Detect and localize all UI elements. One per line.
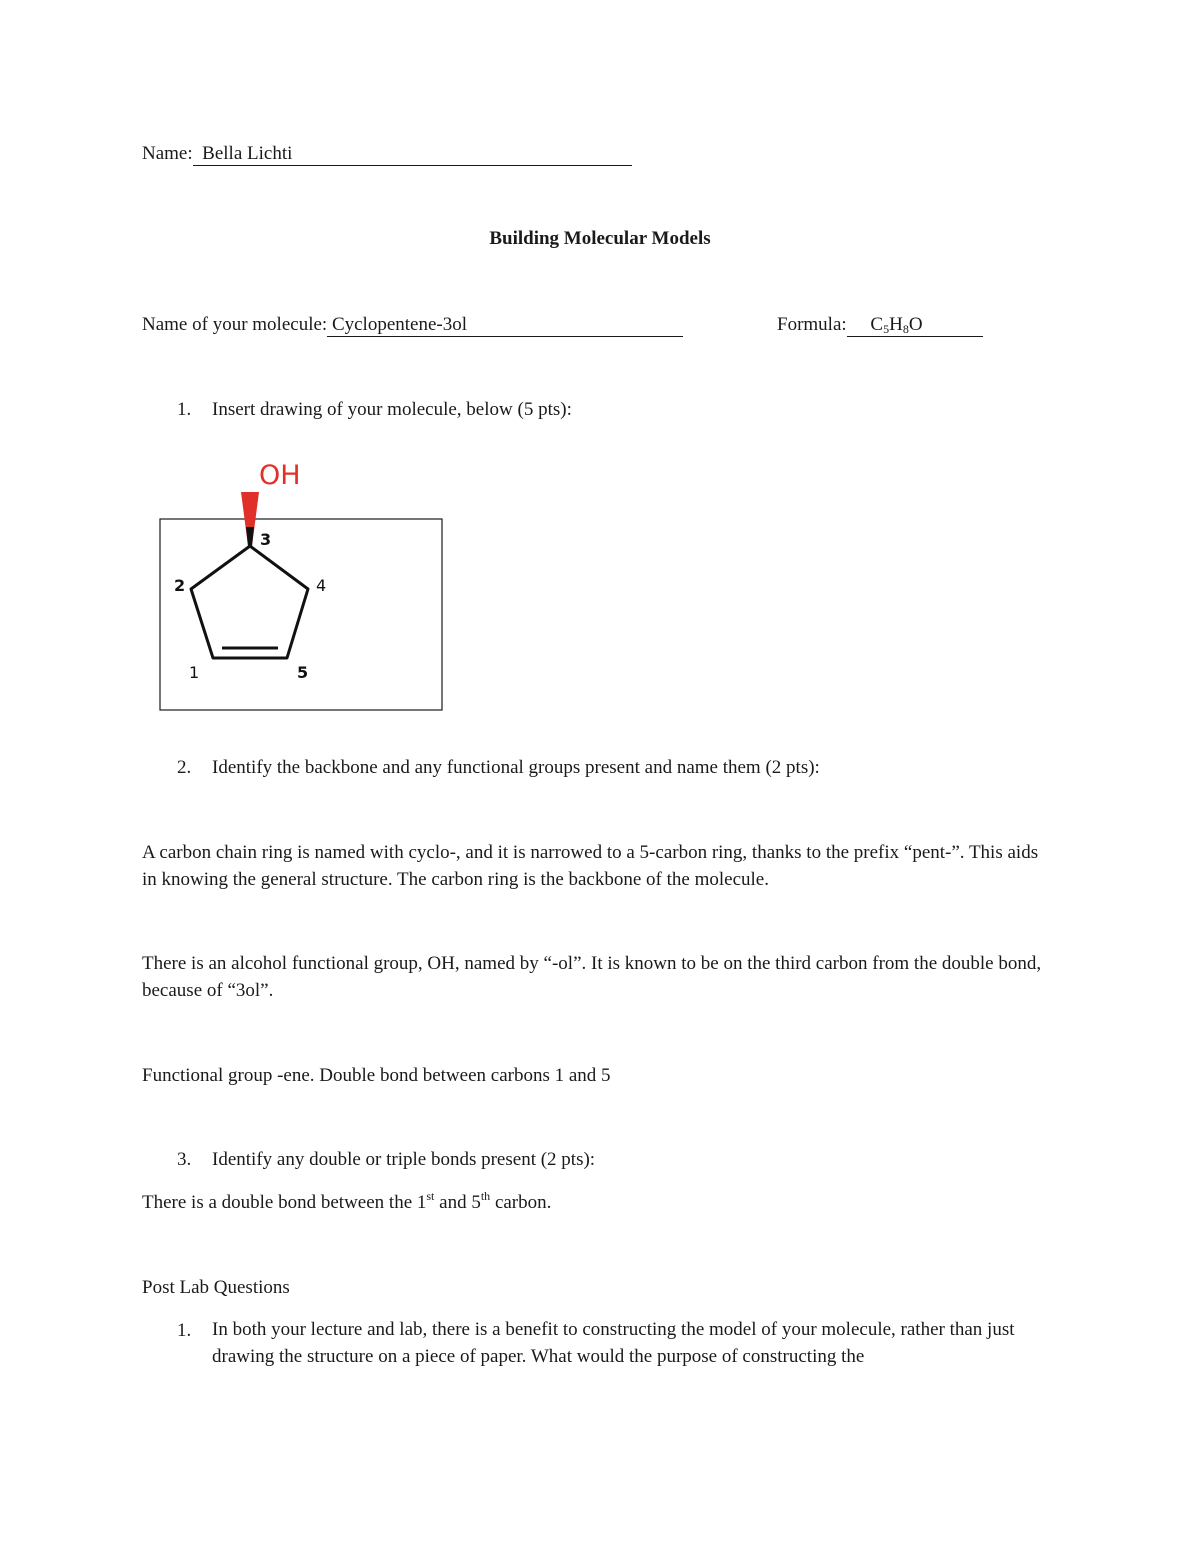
- q1-number: 1.: [177, 399, 192, 420]
- carbon-label-1: 1: [189, 663, 200, 682]
- molecule-name-value: Cyclopentene-3ol: [331, 314, 468, 335]
- name-line: [142, 143, 632, 166]
- q1-text: Insert drawing of your molecule, below (5 pts):: [212, 399, 572, 420]
- formula-line: [777, 314, 983, 337]
- post-lab-q1-number: 1.: [177, 1320, 192, 1341]
- name-value: Bella Lichti: [202, 143, 293, 164]
- molecule-name-label: Name of your molecule:: [142, 314, 328, 335]
- wedge-bond-black: [246, 527, 254, 546]
- carbon-label-3: 3: [260, 530, 272, 549]
- formula-label: Formula:: [777, 314, 847, 335]
- q3-number: 3.: [177, 1149, 192, 1170]
- carbon-label-2: 2: [174, 576, 186, 595]
- answer2-paragraph-3: Functional group -ene. Double bond between carbons 1 and 5: [142, 1065, 611, 1086]
- post-lab-heading: Post Lab Questions: [142, 1277, 290, 1298]
- name-label: Name:: [142, 143, 193, 164]
- oh-label: OH: [259, 460, 301, 491]
- answer2-paragraph-2: There is an alcohol functional group, OH, named by “-ol”. It is known to be on the third carbon from the double bond, because of “3ol”.: [142, 953, 1042, 1001]
- q2-number: 2.: [177, 757, 192, 778]
- post-lab-q1-text: In both your lecture and lab, there is a benefit to constructing the model of your molecule, rather than just drawing the structure on a piece of paper. What would the purpose of constructing the: [212, 1319, 1015, 1367]
- molecule-name-line: [142, 314, 683, 337]
- page-title: Building Molecular Models: [489, 228, 711, 249]
- answer3: There is a double bond between the 1st and 5th carbon.: [142, 1189, 552, 1213]
- formula-value: $C_5H_8O$: [870, 314, 923, 336]
- molecule-name-field[interactable]: [327, 314, 683, 337]
- q2-text: Identify the backbone and any functional groups present and name them (2 pts):: [212, 757, 820, 778]
- molecule-drawing: [150, 455, 450, 717]
- name-field[interactable]: [193, 143, 632, 166]
- q3-text: Identify any double or triple bonds present (2 pts):: [212, 1149, 596, 1170]
- answer2-paragraph-1: A carbon chain ring is named with cyclo-, and it is narrowed to a 5-carbon ring, thanks to the prefix “pent-”. This aids in knowing the general structure. The carbon ring is the backbone of the molecule.: [142, 842, 1039, 890]
- carbon-label-5: 5: [297, 663, 309, 682]
- ring-bonds: [191, 546, 308, 658]
- formula-field[interactable]: [847, 314, 983, 337]
- carbon-label-4: 4: [316, 576, 327, 595]
